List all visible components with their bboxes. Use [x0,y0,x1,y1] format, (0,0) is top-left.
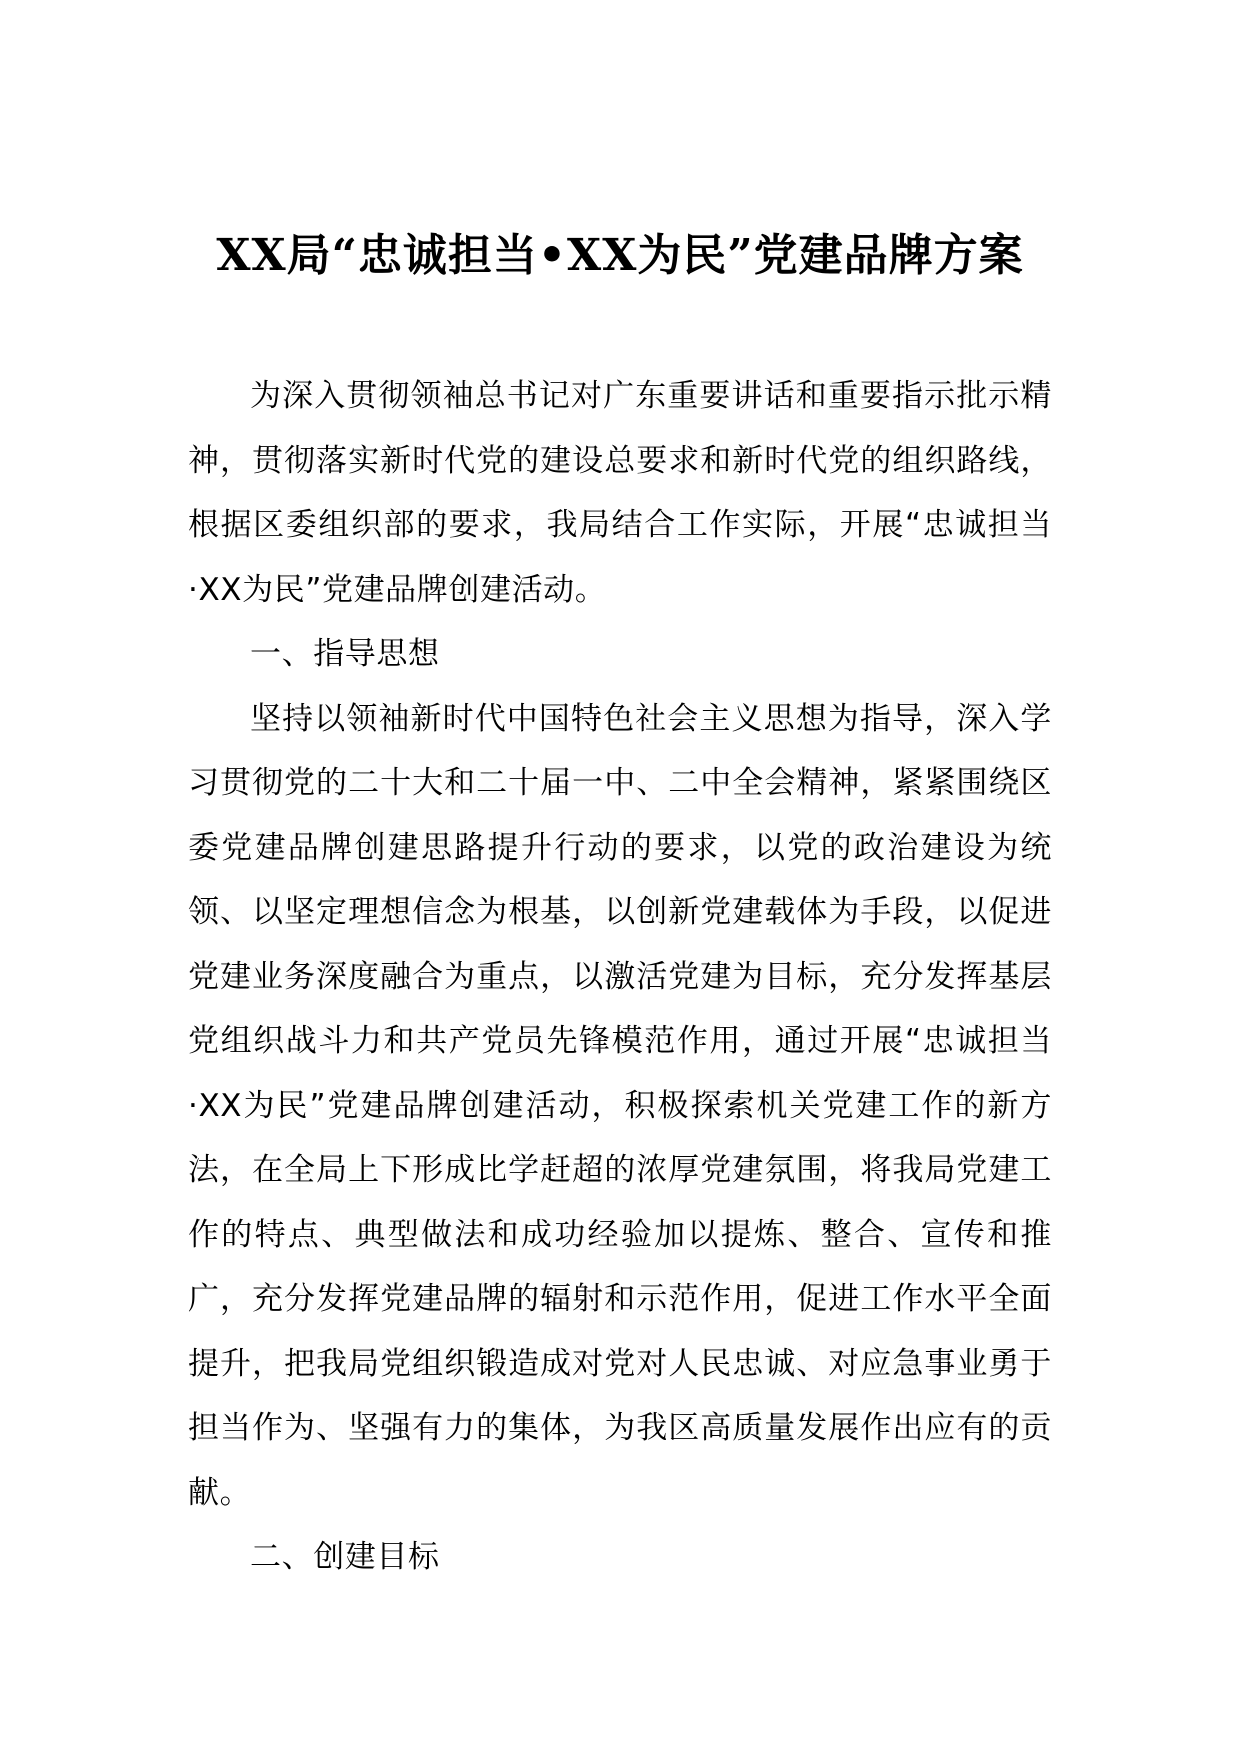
intro-paragraph: 为深入贯彻领袖总书记对广东重要讲话和重要指示批示精神，贯彻落实新时代党的建设总要求和新时代党的组织路线，根据区委组织部的要求，我局结合工作实际，开展“忠诚担当·XX为民”党建品牌创建活动。 [188,378,1052,608]
guiding-ideology-paragraph: 坚持以领袖新时代中国特色社会主义思想为指导，深入学习贯彻党的二十大和二十届一中、二中全会精神，紧紧围绕区委党建品牌创建思路提升行动的要求，以党的政治建设为统领、以坚定理想信念为根基，以创新党建载体为手段，以促进党建业务深度融合为重点，以激活党建为目标，充分发挥基层党组织战斗力和共产党员先锋模范作用，通过开展“忠诚担当·XX为民”党建品牌创建活动，积极探索机关党建工作的新方法，在全局上下形成比学赶超的浓厚党建氛围，将我局党建工作的特点、典型做法和成功经验加以提炼、整合、宣传和推广，充分发挥党建品牌的辐射和示范作用，促进工作水平全面提升，把我局党组织锻造成对党对人民忠诚、对应急事业勇于担当作为、坚强有力的集体，为我区高质量发展作出应有的贡献。 [188,700,1052,1511]
section-heading-guiding-ideology: 一、指导思想 [250,636,440,672]
document-title: XX局“忠诚担当•XX为民”党建品牌方案 [216,230,1024,281]
section-heading-goals: 二、创建目标 [250,1539,440,1575]
document-body [188,364,1052,1590]
